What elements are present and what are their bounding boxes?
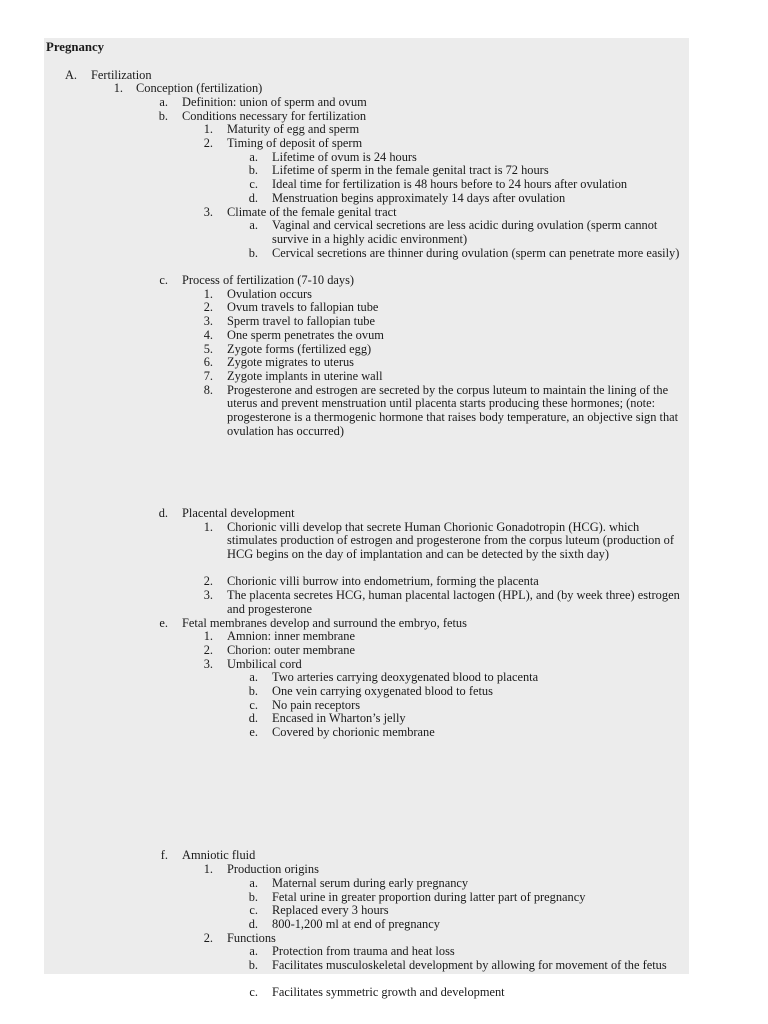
outline-text: Placental development (182, 505, 295, 520)
outline-text: Ovum travels to fallopian tube (227, 300, 379, 315)
outline-marker: a. (249, 944, 258, 959)
outline-text: No pain receptors (272, 697, 361, 712)
outline-marker: b. (248, 958, 258, 972)
outline-text: Chorionic villi develop that secrete Human Chorionic Gonadotropin (HCG). which stimulates production of estrogen and progesterone from the corpus luteum (production of HCG begins on the day of implantation and can be detected by the sixth day) (227, 519, 674, 561)
outline-text: Amnion: inner membrane (227, 629, 356, 644)
outline-marker: 8. (203, 382, 213, 397)
outline-marker: d. (248, 190, 258, 205)
outline-marker: d. (158, 505, 168, 520)
outline-marker: 3. (203, 314, 213, 329)
outline-text: The placenta secretes HCG, human placental lactogen (HPL), and (by week three) estrogen and progesterone (227, 588, 680, 616)
outline-text: 800-1,200 ml at end of pregnancy (272, 916, 440, 931)
outline-marker: A. (64, 67, 77, 82)
outline-marker: b. (248, 163, 258, 178)
outline-text: Facilitates symmetric growth and development (272, 985, 505, 1000)
outline-text: Fetal urine in greater proportion during latter part of pregnancy (272, 889, 586, 904)
outline-text: Zygote implants in uterine wall (227, 368, 383, 383)
outline-marker: 3. (203, 588, 213, 603)
document-page (44, 38, 689, 1000)
outline-marker: a. (249, 875, 258, 890)
outline-text: Umbilical cord (227, 656, 302, 671)
outline-marker: b. (248, 245, 258, 260)
outline-text: Zygote migrates to uterus (227, 355, 354, 370)
outline-marker: 2. (203, 642, 213, 657)
outline-text: Maternal serum during early pregnancy (272, 875, 469, 890)
outline-text: Encased in Wharton’s jelly (272, 711, 406, 726)
outline-text: Lifetime of sperm in the female genital tract is 72 hours (272, 163, 549, 178)
outline-marker: 1. (203, 862, 213, 877)
outline-text: Production origins (227, 862, 319, 877)
outline-marker: 1. (203, 286, 213, 301)
outline-marker: 4. (203, 327, 213, 342)
outline-text: Timing of deposit of sperm (227, 136, 363, 150)
outline-text: Replaced every 3 hours (272, 903, 389, 918)
outline-marker: c. (249, 697, 258, 712)
outline-marker: 2. (203, 300, 213, 315)
outline-marker: 6. (203, 355, 213, 370)
outline-text: Facilitates musculoskeletal development by allowing for movement of the fetus (272, 958, 667, 972)
outline-text: Chorionic villi burrow into endometrium, forming the placenta (227, 574, 539, 589)
outline-text: Amniotic fluid (182, 848, 256, 863)
outline-marker: d. (248, 916, 258, 931)
outline-text: Lifetime of ovum is 24 hours (272, 149, 417, 164)
outline-marker: b. (248, 684, 258, 698)
outline-marker: 7. (203, 368, 213, 383)
outline-marker: 5. (203, 341, 213, 356)
outline-marker: a. (159, 94, 168, 109)
outline-text: Fertilization (91, 67, 152, 82)
outline-marker: 2. (203, 574, 213, 589)
outline-text: Conception (fertilization) (136, 81, 263, 96)
outline-text: Process of fertilization (7-10 days) (182, 273, 355, 287)
outline-marker: a. (249, 670, 258, 685)
outline-marker: f. (160, 848, 168, 863)
outline-text: Fetal membranes develop and surround the embryo, fetus (182, 615, 467, 630)
outline-text: Climate of the female genital tract (227, 204, 397, 219)
outline-marker: e. (249, 725, 258, 740)
outline-marker: 3. (203, 204, 213, 219)
outline-marker: 1. (203, 122, 213, 137)
outline-text: Ovulation occurs (227, 286, 312, 301)
outline-marker: a. (249, 218, 258, 233)
outline-text: Menstruation begins approximately 14 days after ovulation (272, 190, 566, 205)
outline-marker: e. (159, 615, 168, 630)
outline-marker: d. (248, 711, 258, 726)
outline-text: Progesterone and estrogen are secreted by the corpus luteum to maintain the lining of the uterus and prevent menstruation until placenta starts producing these hormones; (note: progesterone is a thermogenic hormone that raises body temperature, an objective sign that ovulation has occurred) (227, 382, 679, 438)
outline-text: Ideal time for fertilization is 48 hours before to 24 hours after ovulation (272, 177, 628, 192)
outline-marker: 1. (203, 629, 213, 644)
outline-marker: a. (249, 149, 258, 164)
outline-marker: c. (159, 273, 168, 287)
outline-marker: c. (249, 985, 258, 1000)
outline-marker: c. (249, 903, 258, 918)
outline-text: Zygote forms (fertilized egg) (227, 341, 372, 356)
outline-text: Protection from trauma and heat loss (272, 944, 455, 959)
outline-marker: b. (248, 889, 258, 904)
outline-marker: 2. (203, 136, 213, 150)
outline-text: Functions (227, 930, 276, 945)
outline-marker: 3. (203, 656, 213, 671)
outline-marker: b. (158, 108, 168, 123)
outline-text: Vaginal and cervical secretions are less acidic during ovulation (sperm cannot survive in a highly acidic environment) (272, 218, 658, 246)
outline-text: Covered by chorionic membrane (272, 725, 435, 740)
outline-marker: c. (249, 177, 258, 192)
outline-text: Cervical secretions are thinner during ovulation (sperm can penetrate more easily) (272, 245, 680, 260)
outline-text: Definition: union of sperm and ovum (182, 94, 367, 109)
page-title: Pregnancy (46, 40, 105, 54)
outline-text: Maturity of egg and sperm (227, 122, 360, 137)
outline-marker: 1. (203, 519, 213, 534)
outline-marker: 1. (113, 81, 123, 96)
outline-text: Sperm travel to fallopian tube (227, 314, 375, 329)
outline-text: Conditions necessary for fertilization (182, 108, 367, 123)
outline-text: Chorion: outer membrane (227, 642, 356, 657)
outline-text: Two arteries carrying deoxygenated blood to placenta (272, 670, 539, 685)
outline-text: One sperm penetrates the ovum (227, 327, 384, 342)
outline-text: One vein carrying oxygenated blood to fetus (272, 684, 493, 698)
outline-marker: 2. (203, 930, 213, 945)
